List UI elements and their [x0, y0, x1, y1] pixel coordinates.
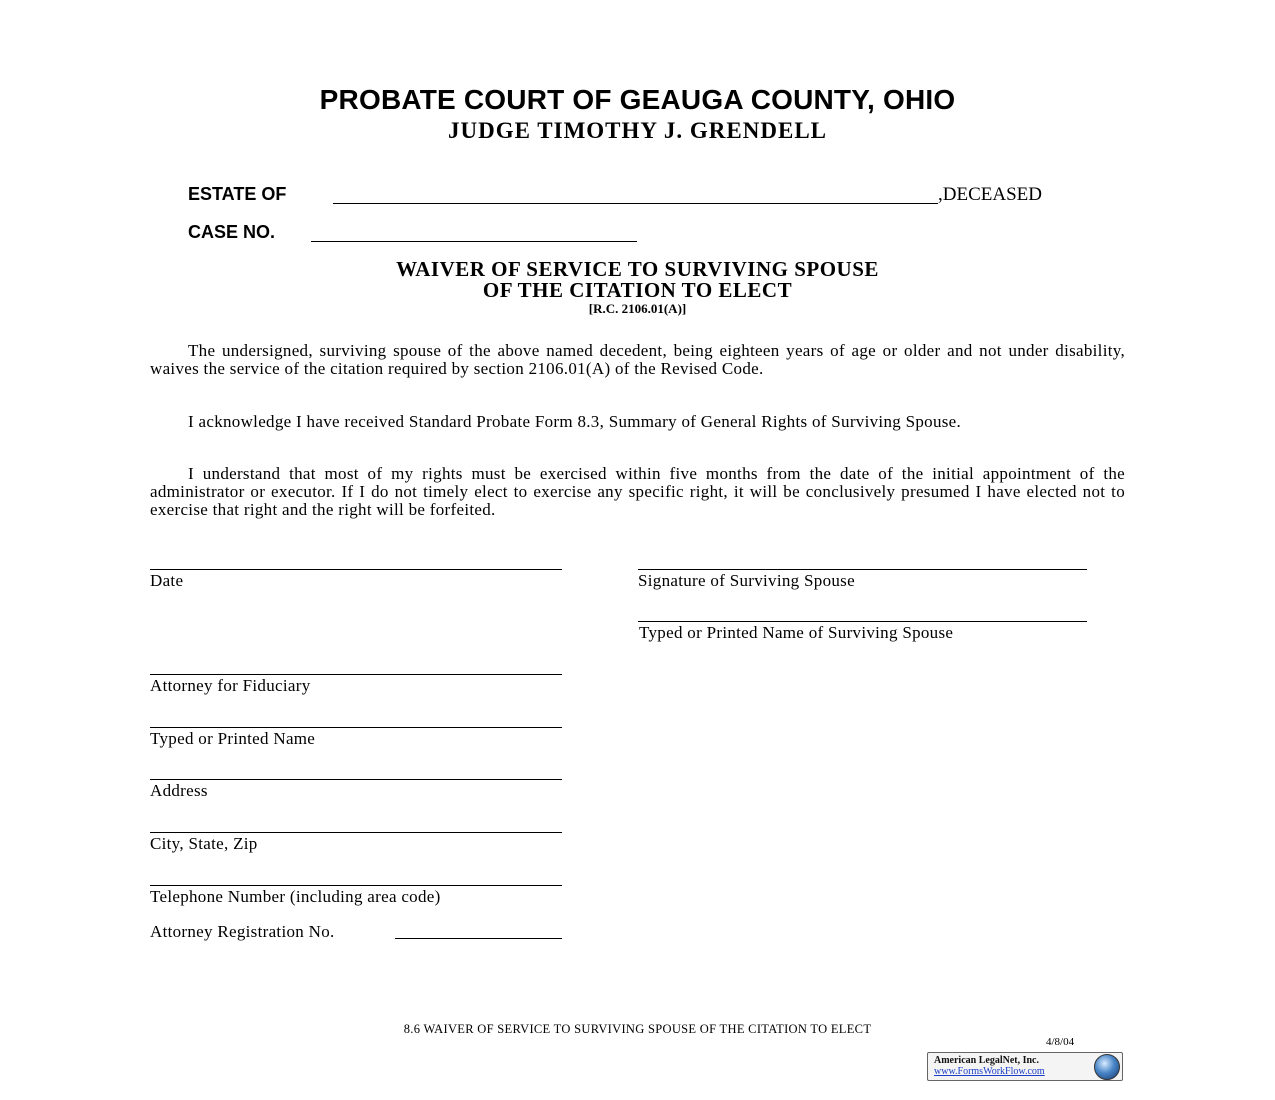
- paragraph-understand: [150, 465, 1125, 519]
- paragraph-waiver: [150, 342, 1125, 378]
- revision-date: 4/8/04: [1046, 1036, 1075, 1048]
- attorney-label: Attorney for Fiduciary: [150, 676, 311, 695]
- spouse-printed-name-label: Typed or Printed Name of Surviving Spouse: [639, 623, 954, 642]
- telephone-field[interactable]: [150, 885, 562, 886]
- registration-number-field[interactable]: [395, 938, 562, 939]
- spouse-signature-label: Signature of Surviving Spouse: [638, 571, 855, 590]
- telephone-label: Telephone Number (including area code): [150, 887, 441, 906]
- logo-company-name: American LegalNet, Inc.: [934, 1055, 1039, 1066]
- spouse-signature-field[interactable]: [638, 569, 1087, 570]
- statute-reference: [R.C. 2106.01(A)]: [588, 301, 687, 316]
- legalnet-logo[interactable]: [927, 1052, 1123, 1081]
- spouse-printed-name-field[interactable]: [638, 621, 1087, 622]
- date-field[interactable]: [150, 569, 562, 570]
- paragraph-acknowledge: [150, 413, 1125, 431]
- form-title-line2: OF THE CITATION TO ELECT: [482, 278, 793, 302]
- court-title: PROBATE COURT OF GEAUGA COUNTY, OHIO: [319, 84, 956, 115]
- paragraph-understand-text: I understand that most of my rights must be exercised within five months from the date of the initial appointment of the administrator or executor. If I do not timely elect to exercise any specific right, it will be conclusively presumed I have elected not to exercise that right and the right will be forfeited.: [150, 464, 1125, 519]
- city-state-zip-label: City, State, Zip: [150, 834, 258, 853]
- address-label: Address: [150, 781, 208, 800]
- address-field[interactable]: [150, 779, 562, 780]
- case-number-field[interactable]: [311, 241, 637, 242]
- paragraph-acknowledge-text: I acknowledge I have received Standard Probate Form 8.3, Summary of General Rights of Surviving Spouse.: [188, 412, 962, 431]
- paragraph-waiver-text: The undersigned, surviving spouse of the above named decedent, being eighteen years of age or older and not under disability, waives the service of the citation required by section 2106.01(A) of the Revised Code.: [150, 341, 1125, 378]
- registration-label: Attorney Registration No.: [150, 922, 335, 941]
- deceased-suffix: ,DECEASED: [938, 184, 1042, 205]
- estate-label: ESTATE OF: [188, 184, 287, 204]
- form-title-line1: WAIVER OF SERVICE TO SURVIVING SPOUSE: [396, 257, 879, 281]
- estate-name-field[interactable]: [333, 203, 938, 204]
- attorney-signature-field[interactable]: [150, 674, 562, 675]
- logo-url-link[interactable]: www.FormsWorkFlow.com: [934, 1066, 1045, 1077]
- footer-form-name: 8.6 WAIVER OF SERVICE TO SURVIVING SPOUSE OF THE CITATION TO ELECT: [403, 1022, 872, 1036]
- judge-name: JUDGE TIMOTHY J. GRENDELL: [448, 118, 827, 143]
- globe-icon: [1094, 1054, 1120, 1080]
- date-label: Date: [150, 571, 184, 590]
- attorney-printed-name-label: Typed or Printed Name: [150, 729, 316, 748]
- case-label: CASE NO.: [188, 222, 276, 242]
- city-state-zip-field[interactable]: [150, 832, 562, 833]
- attorney-printed-name-field[interactable]: [150, 727, 562, 728]
